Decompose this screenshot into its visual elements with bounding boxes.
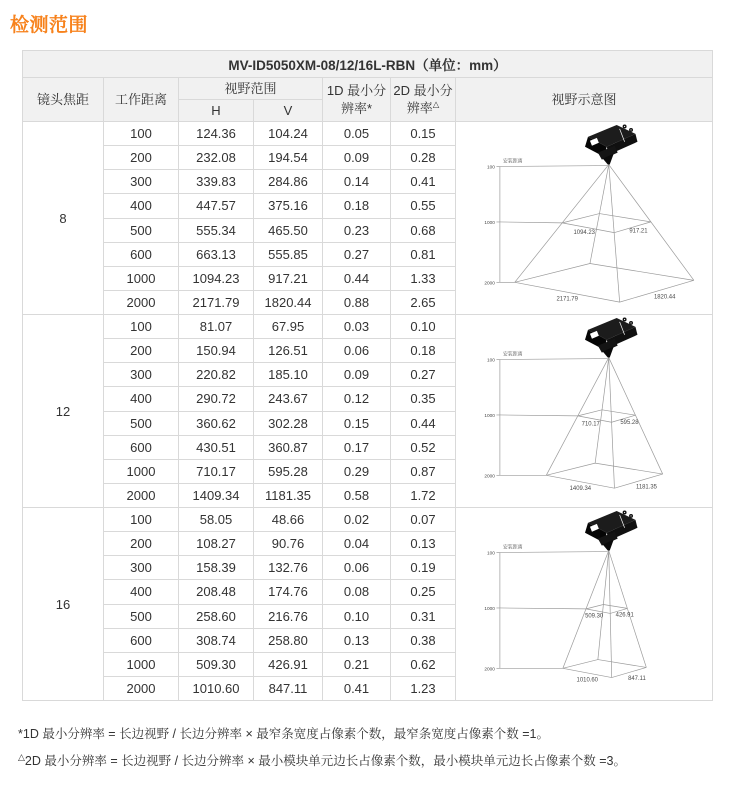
res-2d-label: 2D 最小分辨率	[393, 82, 453, 116]
detection-range-table	[22, 50, 713, 701]
res-2d-cell: 0.44	[391, 411, 456, 435]
col-header-fov-h: H	[179, 100, 254, 122]
fov-v-cell: 48.66	[254, 508, 323, 532]
fov-v-cell: 360.87	[254, 435, 323, 459]
fov-v-cell: 1820.44	[254, 290, 323, 314]
res-1d-cell: 0.14	[323, 170, 391, 194]
working-distance-cell: 300	[104, 556, 179, 580]
fov-v-cell: 375.16	[254, 194, 323, 218]
res-2d-cell: 0.55	[391, 194, 456, 218]
spec-table-wrapper	[22, 50, 734, 701]
res-1d-cell: 0.05	[323, 122, 391, 146]
res-1d-cell: 0.15	[323, 411, 391, 435]
table-row	[23, 122, 713, 146]
axis-tick-label: 1000	[484, 220, 495, 226]
col-header-focal-length: 镜头焦距	[23, 78, 104, 122]
working-distance-cell: 100	[104, 508, 179, 532]
fov-v-cell: 126.51	[254, 339, 323, 363]
res-2d-cell: 0.25	[391, 580, 456, 604]
res-1d-cell: 0.21	[323, 652, 391, 676]
mid-fov-h-label: 509.30	[585, 613, 604, 620]
fov-v-cell: 302.28	[254, 411, 323, 435]
fov-frustum-diagram	[458, 508, 713, 700]
working-distance-cell: 500	[104, 218, 179, 242]
working-distance-cell: 300	[104, 170, 179, 194]
fov-v-cell: 194.54	[254, 146, 323, 170]
res-2d-cell: 2.65	[391, 290, 456, 314]
res-2d-cell: 0.31	[391, 604, 456, 628]
res-2d-cell: 0.81	[391, 242, 456, 266]
mounting-distance-axis-label: 安装距离	[502, 159, 523, 165]
fov-h-cell: 124.36	[179, 122, 254, 146]
footnotes	[18, 725, 734, 771]
working-distance-cell: 600	[104, 628, 179, 652]
working-distance-cell: 1000	[104, 652, 179, 676]
fov-diagram-cell	[456, 508, 713, 701]
fov-h-cell: 81.07	[179, 315, 254, 339]
working-distance-cell: 2000	[104, 290, 179, 314]
fov-h-cell: 1409.34	[179, 483, 254, 507]
fov-h-cell: 710.17	[179, 459, 254, 483]
bottom-fov-h-label: 1409.34	[569, 486, 592, 493]
fov-h-cell: 360.62	[179, 411, 254, 435]
working-distance-cell: 1000	[104, 266, 179, 290]
axis-tick-label: 1000	[484, 606, 495, 612]
res-2d-cell: 0.18	[391, 339, 456, 363]
fov-v-cell: 90.76	[254, 532, 323, 556]
res-2d-cell: 0.19	[391, 556, 456, 580]
res-1d-cell: 0.18	[323, 194, 391, 218]
mid-fov-h-label: 710.17	[581, 421, 600, 428]
fov-v-cell: 284.86	[254, 170, 323, 194]
working-distance-cell: 300	[104, 363, 179, 387]
res-2d-cell: 0.38	[391, 628, 456, 652]
fov-h-cell: 58.05	[179, 508, 254, 532]
fov-v-cell: 104.24	[254, 122, 323, 146]
axis-tick-label: 2000	[484, 281, 495, 287]
mid-fov-v-label: 917.21	[629, 228, 648, 235]
camera-icon	[585, 124, 637, 164]
fov-v-cell: 1181.35	[254, 483, 323, 507]
fov-h-cell: 208.48	[179, 580, 254, 604]
bottom-fov-v-label: 1820.44	[653, 294, 676, 301]
res-1d-label: 1D 最小分辨率	[326, 82, 387, 116]
fov-h-cell: 663.13	[179, 242, 254, 266]
fov-v-cell: 426.91	[254, 652, 323, 676]
working-distance-cell: 400	[104, 387, 179, 411]
res-1d-cell: 0.06	[323, 339, 391, 363]
footnote-2d-text: 2D 最小分辨率 = 长边视野 / 长边分辨率 × 最小模块单元边长占像素个数，最小模块单元边长占像素个数 =3。	[24, 753, 627, 768]
fov-h-cell: 308.74	[179, 628, 254, 652]
model-header: MV-ID5050XM-08/12/16L-RBN（单位：mm）	[23, 51, 713, 78]
res-2d-cell: 0.27	[391, 363, 456, 387]
res-2d-cell: 0.15	[391, 122, 456, 146]
res-2d-cell: 0.62	[391, 652, 456, 676]
table-row	[23, 508, 713, 532]
column-header-row	[23, 78, 713, 100]
fov-h-cell: 1094.23	[179, 266, 254, 290]
res-1d-cell: 0.27	[323, 242, 391, 266]
col-header-res-2d	[391, 78, 456, 122]
footnote-2d	[18, 751, 734, 771]
res-2d-cell: 0.52	[391, 435, 456, 459]
working-distance-cell: 100	[104, 122, 179, 146]
fov-frustum-diagram	[458, 122, 713, 314]
fov-h-cell: 430.51	[179, 435, 254, 459]
axis-tick-label: 2000	[484, 474, 495, 480]
res-2d-cell: 0.68	[391, 218, 456, 242]
res-1d-cell: 0.13	[323, 628, 391, 652]
col-header-fov: 视野范围	[179, 78, 323, 100]
working-distance-cell: 200	[104, 146, 179, 170]
axis-tick-label: 100	[487, 358, 495, 364]
footnote-1d	[18, 725, 734, 744]
axis-tick-label: 2000	[484, 667, 495, 673]
focal-length-cell: 12	[23, 315, 104, 508]
fov-v-cell: 917.21	[254, 266, 323, 290]
fov-v-cell: 555.85	[254, 242, 323, 266]
fov-v-cell: 174.76	[254, 580, 323, 604]
working-distance-cell: 200	[104, 532, 179, 556]
col-header-fov-diagram: 视野示意图	[456, 78, 713, 122]
res-2d-cell: 1.23	[391, 676, 456, 700]
working-distance-cell: 500	[104, 604, 179, 628]
working-distance-cell: 500	[104, 411, 179, 435]
fov-h-cell: 150.94	[179, 339, 254, 363]
res-1d-cell: 0.44	[323, 266, 391, 290]
fov-h-cell: 158.39	[179, 556, 254, 580]
res-2d-cell: 0.28	[391, 146, 456, 170]
res-1d-cell: 0.08	[323, 580, 391, 604]
working-distance-cell: 600	[104, 242, 179, 266]
res-2d-footnote-mark: △	[432, 99, 440, 110]
bottom-fov-h-label: 1010.60	[576, 677, 598, 684]
res-1d-cell: 0.58	[323, 483, 391, 507]
model-header-row	[23, 51, 713, 78]
res-1d-cell: 0.02	[323, 508, 391, 532]
fov-h-cell: 2171.79	[179, 290, 254, 314]
res-2d-cell: 0.87	[391, 459, 456, 483]
fov-v-cell: 465.50	[254, 218, 323, 242]
focal-length-cell: 16	[23, 508, 104, 701]
res-1d-cell: 0.09	[323, 363, 391, 387]
footnote-1d-marker: *	[18, 727, 23, 741]
fov-v-cell: 258.80	[254, 628, 323, 652]
fov-v-cell: 595.28	[254, 459, 323, 483]
fov-v-cell: 185.10	[254, 363, 323, 387]
mid-fov-v-label: 595.28	[620, 420, 639, 427]
fov-h-cell: 555.34	[179, 218, 254, 242]
working-distance-cell: 100	[104, 315, 179, 339]
working-distance-cell: 600	[104, 435, 179, 459]
fov-h-cell: 339.83	[179, 170, 254, 194]
res-2d-cell: 0.13	[391, 532, 456, 556]
axis-tick-label: 1000	[484, 413, 495, 419]
bottom-fov-h-label: 2171.79	[556, 296, 578, 303]
res-1d-cell: 0.29	[323, 459, 391, 483]
mounting-distance-axis-label: 安装距离	[502, 352, 523, 358]
res-1d-cell: 0.41	[323, 676, 391, 700]
res-1d-cell: 0.04	[323, 532, 391, 556]
fov-v-cell: 847.11	[254, 676, 323, 700]
camera-icon	[585, 510, 637, 550]
res-1d-cell: 0.09	[323, 146, 391, 170]
footnote-1d-text: 1D 最小分辨率 = 长边视野 / 长边分辨率 × 最窄条宽度占像素个数，最窄条宽度占像素个数 =1。	[22, 727, 549, 741]
working-distance-cell: 200	[104, 339, 179, 363]
bottom-fov-v-label: 847.11	[628, 675, 646, 682]
res-1d-cell: 0.23	[323, 218, 391, 242]
res-2d-cell: 1.33	[391, 266, 456, 290]
fov-h-cell: 258.60	[179, 604, 254, 628]
fov-h-cell: 447.57	[179, 194, 254, 218]
fov-h-cell: 1010.60	[179, 676, 254, 700]
res-1d-cell: 0.12	[323, 387, 391, 411]
res-1d-footnote-mark: *	[366, 100, 373, 116]
fov-diagram-cell	[456, 315, 713, 508]
res-1d-cell: 0.06	[323, 556, 391, 580]
table-row	[23, 315, 713, 339]
camera-icon	[585, 317, 637, 357]
fov-v-cell: 243.67	[254, 387, 323, 411]
res-1d-cell: 0.10	[323, 604, 391, 628]
res-2d-cell: 0.41	[391, 170, 456, 194]
fov-h-cell: 232.08	[179, 146, 254, 170]
fov-v-cell: 216.76	[254, 604, 323, 628]
bottom-fov-v-label: 1181.35	[636, 484, 657, 491]
fov-v-cell: 132.76	[254, 556, 323, 580]
res-2d-cell: 0.10	[391, 315, 456, 339]
footnote-2d-marker: △	[18, 751, 25, 762]
fov-h-cell: 509.30	[179, 652, 254, 676]
fov-diagram-cell	[456, 122, 713, 315]
res-2d-cell: 0.35	[391, 387, 456, 411]
col-header-working-distance: 工作距离	[104, 78, 179, 122]
col-header-res-1d	[323, 78, 391, 122]
mounting-distance-axis-label: 安装距离	[502, 545, 523, 551]
mid-fov-h-label: 1094.23	[573, 230, 595, 237]
axis-tick-label: 100	[487, 551, 495, 557]
res-1d-cell: 0.88	[323, 290, 391, 314]
focal-length-cell: 8	[23, 122, 104, 315]
fov-h-cell: 290.72	[179, 387, 254, 411]
res-2d-cell: 0.07	[391, 508, 456, 532]
mid-fov-v-label: 426.91	[615, 612, 634, 619]
page-title: 检测范围	[10, 15, 89, 36]
col-header-fov-v: V	[254, 100, 323, 122]
working-distance-cell: 400	[104, 194, 179, 218]
frustum-lines	[496, 165, 693, 303]
working-distance-cell: 2000	[104, 676, 179, 700]
fov-v-cell: 67.95	[254, 315, 323, 339]
fov-frustum-diagram	[458, 315, 713, 507]
res-1d-cell: 0.17	[323, 435, 391, 459]
working-distance-cell: 400	[104, 580, 179, 604]
res-1d-cell: 0.03	[323, 315, 391, 339]
working-distance-cell: 1000	[104, 459, 179, 483]
fov-h-cell: 108.27	[179, 532, 254, 556]
working-distance-cell: 2000	[104, 483, 179, 507]
table-body	[23, 122, 713, 701]
axis-tick-label: 100	[487, 165, 495, 171]
fov-h-cell: 220.82	[179, 363, 254, 387]
res-2d-cell: 1.72	[391, 483, 456, 507]
